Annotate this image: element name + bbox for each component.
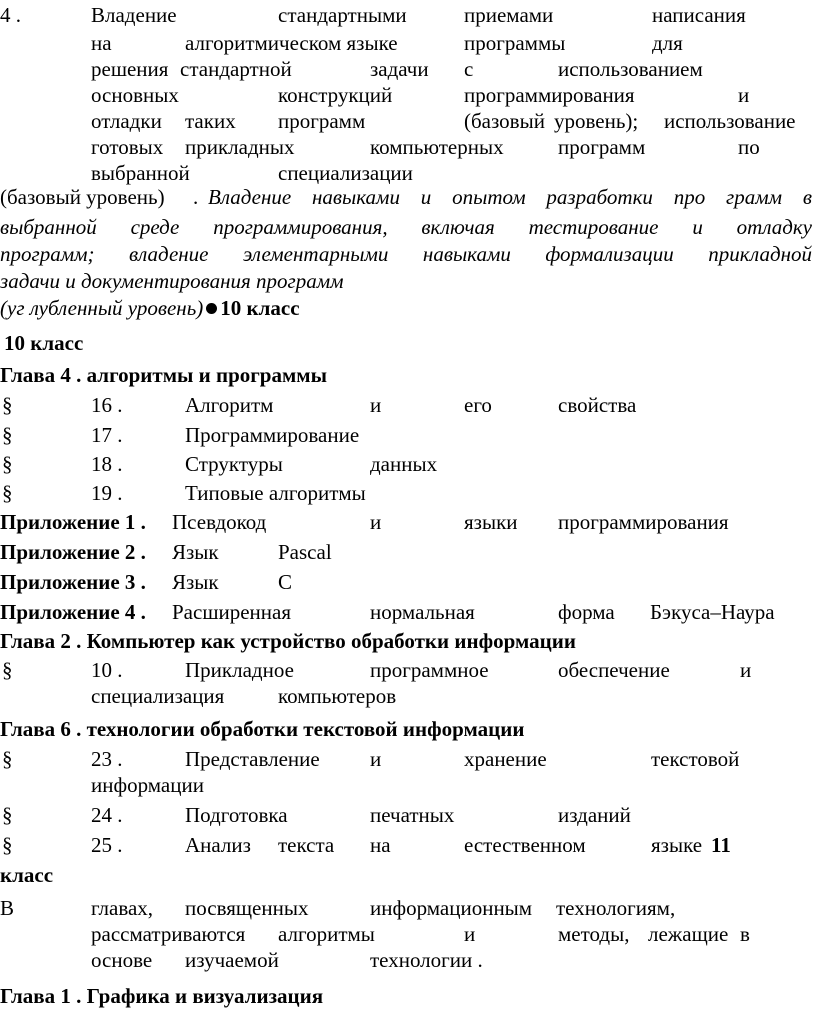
chapter-6-title: Глава 6 . технологии обработки текстовой информации: [0, 717, 525, 741]
section-23: § 23 . Представление и хранение текстовой: [2, 747, 740, 771]
para-line-2: выбранной среде программирования, включая тестирование и отладку: [0, 215, 812, 239]
section-icon: §: [2, 393, 13, 417]
chapter-1-title: Глава 1 . Графика и визуализация: [0, 984, 324, 1008]
section-16: § 16 . Алгоритм и его свойства: [2, 393, 637, 417]
intro-line-2: рассматриваются алгоритмы и методы, лежащие в: [91, 922, 750, 946]
section-icon: §: [2, 658, 13, 682]
section-19: § 19 . Типовые алгоритмы: [2, 481, 366, 505]
appendix-4: Приложение 4 . Расширенная нормальная форма Бэкуса–Наура: [0, 600, 775, 624]
item4-line-6: готовых прикладных компьютерных программ по: [91, 135, 760, 159]
section-18: § 18 . Структуры данных: [2, 452, 438, 476]
appendix-2: Приложение 2 . Язык Pascal: [0, 540, 332, 564]
item4-line-3: решения стандартной задачи с использованием: [91, 57, 703, 81]
chapter-2-title: Глава 2 . Компьютер как устройство обработки информации: [0, 629, 576, 653]
para-line-4: задачи и документирования программ: [0, 269, 344, 293]
item4-line-2: на алгоритмическом языке программы для: [91, 31, 683, 55]
grade-11-label: класс: [0, 863, 54, 887]
section-10: § 10 . Прикладное программное обеспечение и: [2, 658, 752, 682]
section-25: § 25 . Анализ текста на естественном языке 11: [2, 833, 731, 857]
section-icon: §: [2, 423, 13, 447]
section-icon: §: [2, 481, 13, 505]
para-line-5: (уг лубленный уровень) 10 класс: [0, 296, 300, 320]
section-icon: §: [2, 833, 13, 857]
item-number: 4 .: [0, 3, 21, 27]
para-line-3: программ; владение элементарными навыками формализации прикладной: [0, 242, 812, 266]
intro-line-1: В главах, посвященных информационным технологиям,: [0, 896, 676, 920]
intro-line-3: основе изучаемой технологии .: [91, 948, 483, 972]
section-23-cont: информации: [91, 773, 204, 797]
chapter-4-title: Глава 4 . алгоритмы и программы: [0, 363, 327, 387]
para-line-1: (базовый уровень) . Владение навыками и опытом разработки про грамм в: [0, 185, 812, 209]
item4-line-1: 4 . Владение стандартными приемами написания: [0, 3, 746, 27]
item4-line-4: основных конструкций программирования и: [91, 83, 750, 107]
appendix-1: Приложение 1 . Псевдокод и языки программирования: [0, 510, 729, 534]
section-icon: §: [2, 452, 13, 476]
appendix-3: Приложение 3 . Язык C: [0, 570, 293, 594]
item4-line-7: выбранной специализации: [91, 161, 413, 185]
grade-10-heading: 10 класс: [4, 331, 84, 355]
bullet-icon: [206, 303, 217, 314]
section-icon: §: [2, 803, 13, 827]
section-icon: §: [2, 747, 13, 771]
section-17: § 17 . Программирование: [2, 423, 360, 447]
item4-line-5: отладки таких программ (базовый уровень); использование: [91, 109, 796, 133]
section-10-cont: специализация компьютеров: [91, 684, 397, 708]
section-24: § 24 . Подготовка печатных изданий: [2, 803, 631, 827]
